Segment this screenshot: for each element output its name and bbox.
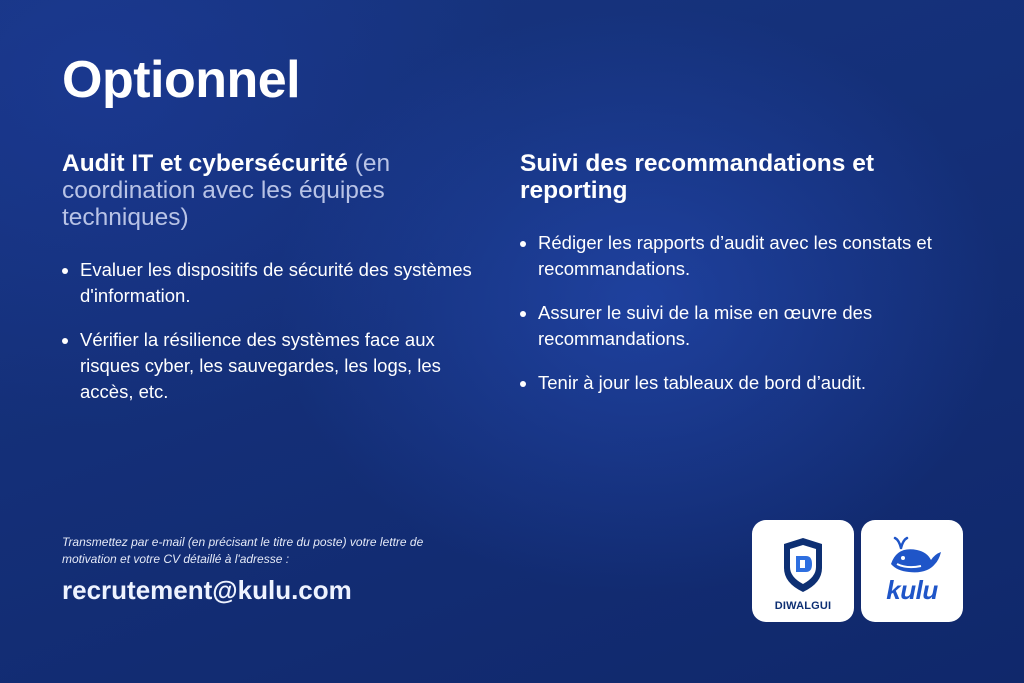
right-list — [520, 230, 960, 396]
right-column — [520, 150, 960, 414]
left-column — [62, 150, 482, 423]
kulu-logo — [861, 520, 963, 622]
list-item — [62, 257, 482, 309]
application-instructions: Transmettez par e-mail (en précisant le titre du poste) votre lettre de motivation et votre CV détaillé à l'adresse : — [62, 535, 424, 566]
bullet-icon — [520, 241, 526, 247]
list-item — [520, 300, 960, 352]
kulu-logo-text: kulu — [886, 575, 938, 605]
bullet-icon — [520, 381, 526, 387]
list-item-text: Rédiger les rapports d’audit avec les constats et recommandations. — [538, 232, 932, 279]
right-heading: Suivi des recommandations et reporting — [520, 150, 874, 204]
page-title: Optionnel — [62, 51, 301, 109]
diwalgui-logo-text: DIWALGUI — [774, 600, 832, 612]
contact-email-link[interactable]: recrutement@kulu.com — [62, 575, 352, 605]
bullet-icon — [62, 338, 68, 344]
left-heading-muted: (en coordination avec les équipes techniques) — [62, 150, 391, 231]
list-item — [520, 230, 960, 282]
bullet-icon — [62, 268, 68, 274]
list-item-text: Tenir à jour les tableaux de bord d’audit. — [538, 372, 867, 393]
list-item-text: Vérifier la résilience des systèmes face aux risques cyber, les sauvegardes, les logs, les accès, etc. — [80, 329, 441, 402]
left-heading — [62, 150, 482, 231]
list-item-text: Assurer le suivi de la mise en œuvre des recommandations. — [538, 302, 873, 349]
list-item — [520, 370, 960, 396]
left-list — [62, 257, 482, 405]
left-heading-bold: Audit IT et cybersécurité — [62, 150, 348, 177]
whale-icon — [861, 520, 963, 622]
list-item — [62, 327, 482, 405]
list-item-text: Evaluer les dispositifs de sécurité des systèmes d'information. — [80, 259, 472, 306]
bullet-icon — [520, 311, 526, 317]
diwalgui-logo — [752, 520, 854, 622]
